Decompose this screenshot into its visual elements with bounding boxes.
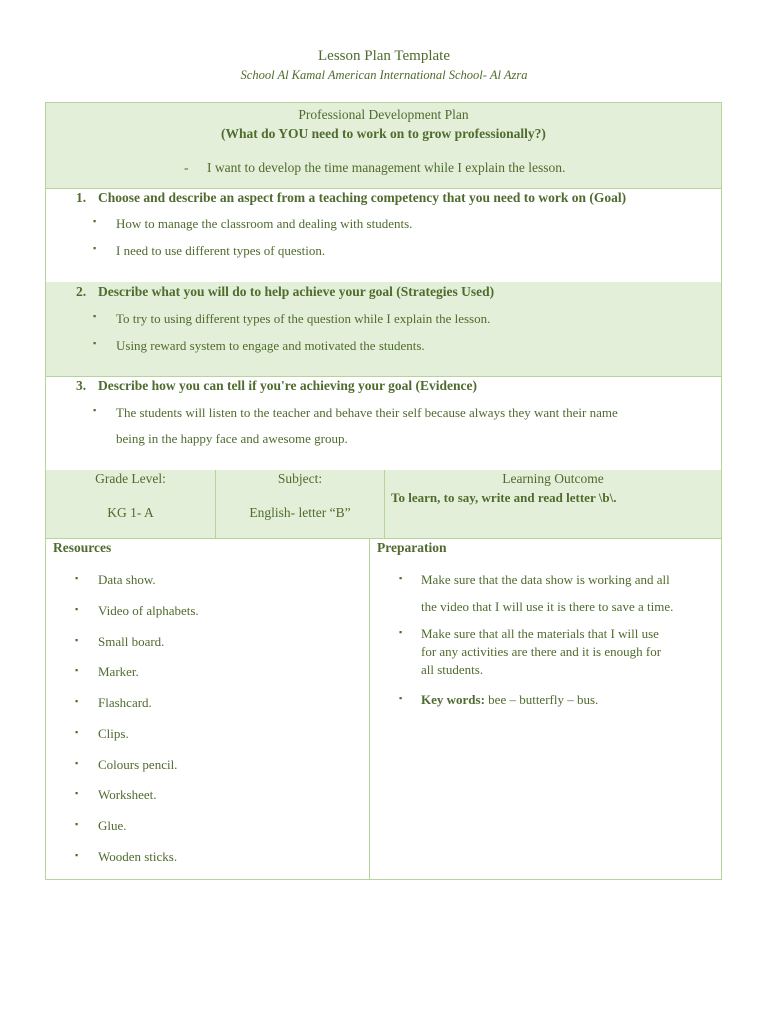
strategies-section: 2. Describe what you will do to help achieve your goal (Strategies Used) ▪ To try to using different types of the question while I explain the lesson. ▪ Using reward system to engage and motivated the students.: [45, 282, 722, 377]
bullet-icon: ▪: [75, 850, 79, 860]
bullet-icon: ▪: [75, 665, 79, 675]
preparation-heading: Preparation: [377, 540, 447, 555]
outcome-cell: [385, 470, 721, 538]
pd-goal-text: I want to develop the time management while I explain the lesson.: [207, 160, 566, 175]
bullet-icon: ▪: [93, 311, 97, 321]
bullet-icon: ▪: [93, 216, 97, 226]
goal-heading: [76, 190, 626, 206]
goal-section: 1. Choose and describe an aspect from a teaching competency that you need to work on (Goal) ▪ How to manage the classroom and dealing with students. ▪ I need to use different types of question.: [45, 188, 722, 283]
bullet-icon: ▪: [75, 573, 79, 583]
bullet-icon: ▪: [75, 758, 79, 768]
keywords-label: Key words:: [421, 692, 485, 707]
bullet-icon: ▪: [75, 788, 79, 798]
section-heading-text: Describe what you will do to help achieve your goal (Strategies Used): [98, 284, 495, 299]
grade-cell: [46, 470, 216, 538]
bullet-icon: ▪: [93, 243, 97, 253]
section-heading-text: Describe how you can tell if you're achieving your goal (Evidence): [98, 378, 477, 393]
section-number: 1.: [76, 190, 87, 205]
pd-question: (What do YOU need to work on to grow professionally?): [221, 126, 546, 141]
section-number: 2.: [76, 284, 87, 299]
bullet-icon: ▪: [75, 604, 79, 614]
section-heading-text: Choose and describe an aspect from a teaching competency that you need to work on (Goal): [98, 190, 627, 205]
evidence-section: 3. Describe how you can tell if you're achieving your goal (Evidence) ▪ The students will listen to the teacher and behave their self because always they want their name being in the happy face and awesome group.: [45, 376, 722, 471]
bullet-icon: ▪: [75, 635, 79, 645]
strategies-heading: [76, 284, 494, 300]
bullet-icon: ▪: [75, 819, 79, 829]
outcome-label: Learning Outcome: [502, 471, 604, 486]
grade-value: KG 1- A: [107, 505, 154, 520]
subject-label: Subject:: [277, 471, 323, 486]
pd-heading: Professional Development Plan: [298, 107, 469, 122]
page-title: Lesson Plan Template: [318, 48, 450, 64]
evidence-heading: [76, 378, 477, 394]
bullet-icon: ▪: [93, 338, 97, 348]
resources-heading: Resources: [53, 540, 112, 555]
resources-preparation-row: [45, 538, 722, 880]
outcome-value: To learn, to say, write and read letter \b\.: [391, 490, 617, 505]
section-number: 3.: [76, 378, 87, 393]
preparation-column: Preparation ▪ Make sure that the data show is working and all the video that I will use it is there to save a time. ▪ Make sure that all the materials that I will use for any activities are there and it is enough for all students. ▪ Key words: bee – butterfly – bus.: [377, 540, 674, 707]
subject-value: English- letter “B”: [249, 505, 351, 520]
bullet-icon: ▪: [399, 573, 403, 583]
bullet-icon: ▪: [75, 727, 79, 737]
bullet-icon: ▪: [399, 693, 403, 703]
grade-label: Grade Level:: [95, 471, 166, 486]
keywords-value: bee – butterfly – bus.: [488, 692, 599, 707]
resources-column: Resources ▪ Data show. ▪ Video of alphabets. ▪ Small board. ▪ Marker. ▪ Flashcard. ▪ Clips. ▪ Colours pencil. ▪ Worksheet. ▪ Glue. ▪ Wooden sticks.: [46, 538, 370, 879]
pd-plan-section: [45, 102, 722, 189]
subject-cell: [216, 470, 385, 538]
school-name: School Al Kamal American International School- Al Azra: [240, 68, 528, 82]
bullet-icon: ▪: [93, 405, 97, 415]
lesson-info-row: [45, 470, 722, 539]
bullet-icon: ▪: [399, 627, 403, 637]
bullet-icon: ▪: [75, 696, 79, 706]
dash-marker: -: [184, 160, 189, 175]
